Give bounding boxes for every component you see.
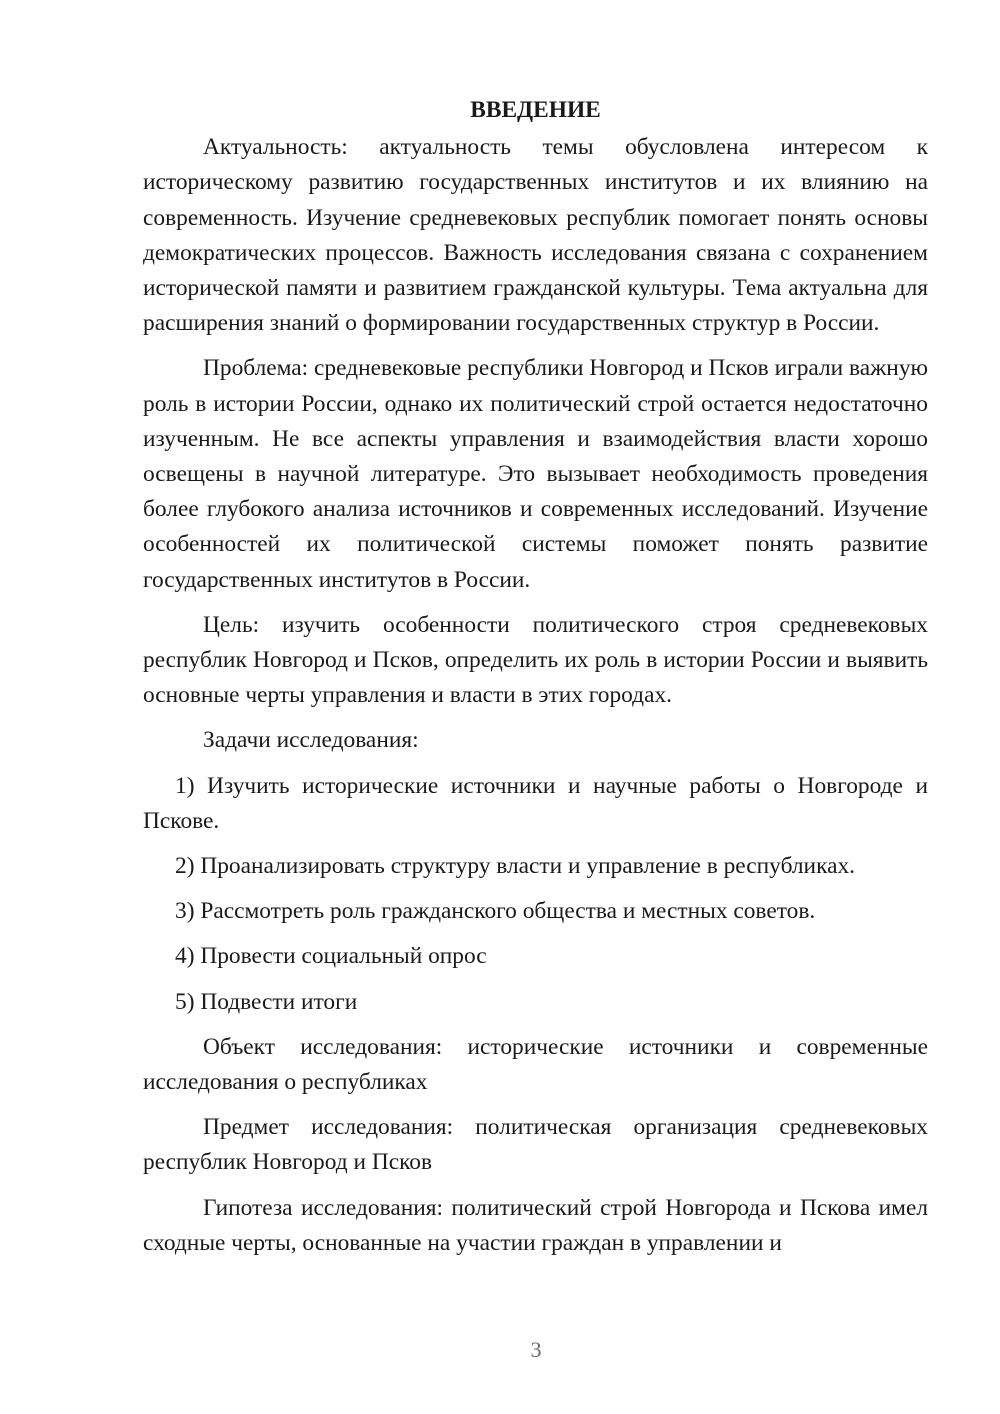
- paragraph-goal: Цель: изучить особенности политического строя средневековых республик Новгород и Псков, определить их роль в истории России и выявить основные черты управления и власти в этих городах.: [143, 611, 928, 709]
- paragraph-object: Объект исследования: исторические источники и современные исследования о республиках: [143, 1033, 928, 1096]
- tasks-list: [143, 769, 928, 1020]
- page-body: [143, 93, 928, 1261]
- paragraph-tasks-heading: Задачи исследования:: [203, 727, 419, 754]
- list-item: 1) Изучить исторические источники и научные работы о Новгороде и Пскове.: [143, 772, 928, 834]
- page-number: 3: [530, 1337, 542, 1362]
- list-item: 3) Рассмотреть роль гражданского общества и местных советов.: [175, 898, 816, 925]
- list-item: 4) Провести социальный опрос: [175, 943, 487, 970]
- paragraph-subject: Предмет исследования: политическая организация средневековых республик Новгород и Псков: [143, 1114, 928, 1176]
- paragraph-problem: Проблема: средневековые республики Новгород и Псков играли важную роль в истории России, однако их политический строй остается недостаточно изученным. Не все аспекты управления и взаимодействия власти хорошо освещены в научной литературе. Это вызывает необходимость проведения более глубокого анализа источников и современных исследований. Изучение особенностей их политической системы поможет понять развитие государственных институтов в России.: [143, 355, 928, 593]
- paragraph-hypothesis: Гипотеза исследования: политический строй Новгорода и Пскова имел сходные черты, основанные на участии граждан в управлении и: [143, 1194, 928, 1256]
- list-item: 5) Подвести итоги: [175, 988, 358, 1015]
- list-item: 2) Проанализировать структуру власти и управление в республиках.: [175, 853, 856, 880]
- section-title: ВВЕДЕНИЕ: [470, 97, 601, 123]
- paragraph-relevance: Актуальность: актуальность темы обусловлена интересом к историческому развитию государственных институтов и их влиянию на современность. Изучение средневековых республик помогает понять основы демократических процессов. Важность исследования связана с сохранением исторической памяти и развитием гражданской культуры. Тема актуальна для расширения знаний о формировании государственных структур в России.: [143, 134, 928, 337]
